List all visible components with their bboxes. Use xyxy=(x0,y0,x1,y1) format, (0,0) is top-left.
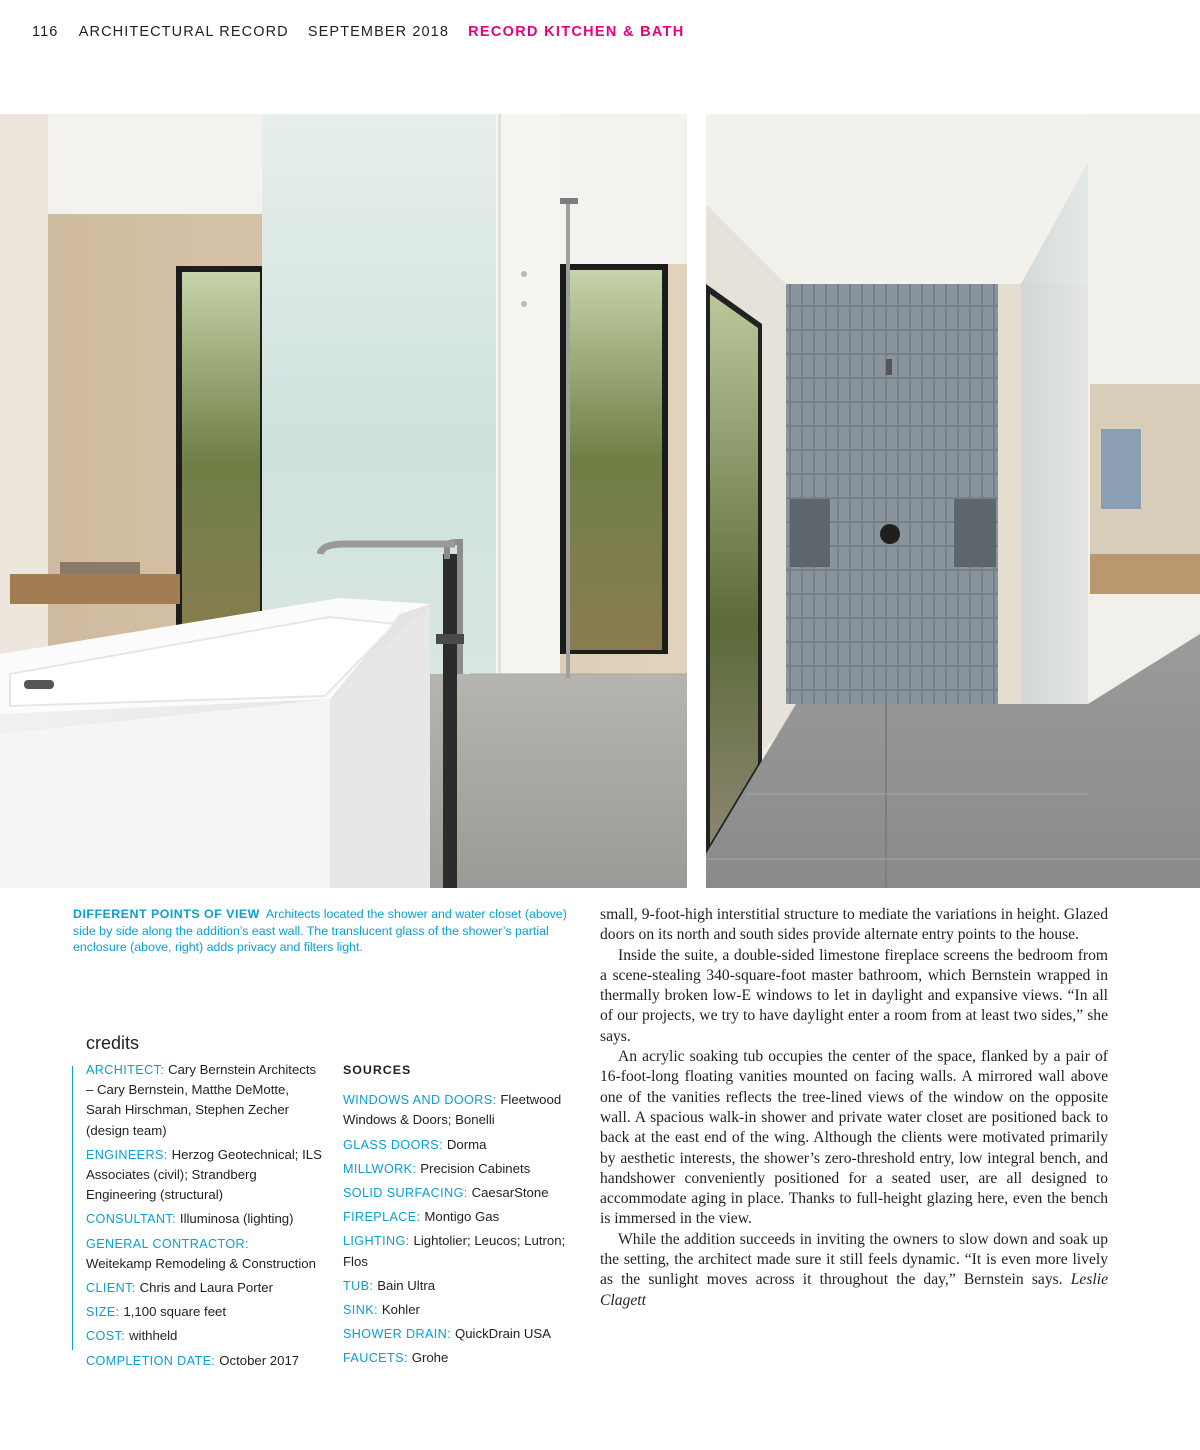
sources-list xyxy=(343,1060,593,1373)
article-paragraph-last xyxy=(600,1230,1108,1311)
credit-architect: ARCHITECT: Cary Bernstein Architects – Cary Bernstein, Matthe DeMotte, Sarah Hirschman, Stephen Zecher (design team) xyxy=(86,1062,317,1138)
sources-title: SOURCES xyxy=(343,1063,412,1077)
walk-in-shower-photo xyxy=(706,114,1200,888)
credit-cost: COST: withheld xyxy=(86,1328,178,1344)
article-paragraph: An acrylic soaking tub occupies the center of the space, flanked by a pair of 16-foot-long floating vanities mounted on facing walls. A mirrored wall above one of the vanities reflects the tree-lined views of the window on the opposite wall. A spacious walk-in shower and private water closet are positioned back to back at the east end of the wing. Although the clients were motivated primarily by aesthetic interests, the shower’s zero-threshold entry, low integral bench, and handshower conveniently positioned for a seated user, are all designed to accommodate aging in place. Thanks to full-height glazing here, even the bench is immersed in the view. xyxy=(600,1048,1108,1228)
article-paragraph-text: While the addition succeeds in inviting the owners to slow down and soak up the setting, the architect made sure it still feels dynamic. “It is even more lively as the sunlight moves across it throughout the day,” Bernstein says. xyxy=(600,1230,1108,1289)
caption-text: Architects located the shower and water closet (above) side by side along the addition’s east wall. The translucent glass of the shower’s partial enclosure (above, right) adds privacy and filters light. xyxy=(73,907,567,954)
page-number: 116 xyxy=(32,24,59,40)
article-paragraph: Inside the suite, a double-sided limestone fireplace screens the bedroom from a scene-stealing 340-square-foot master bathroom, which Bernstein wrapped in thermally broken low-E windows to let in daylight and expansive views. “In all of our projects, we try to have daylight enter a room from at least two sides,” she says. xyxy=(600,946,1108,1045)
source-windows-doors: WINDOWS AND DOORS: Fleetwood Windows & Doors; Bonelli xyxy=(343,1092,562,1128)
source-shower-drain: SHOWER DRAIN: QuickDrain USA xyxy=(343,1326,551,1342)
source-solid-surfacing: SOLID SURFACING: CaesarStone xyxy=(343,1185,549,1201)
source-glass-doors: GLASS DOORS: Dorma xyxy=(343,1136,487,1152)
credit-size: SIZE: 1,100 square feet xyxy=(86,1304,227,1320)
source-faucets: FAUCETS: Grohe xyxy=(343,1350,449,1366)
bathroom-tub-photo xyxy=(0,114,687,888)
source-lighting: LIGHTING: Lightolier; Leucos; Lutron; Flos xyxy=(343,1233,566,1269)
section-title: RECORD KITCHEN & BATH xyxy=(468,24,685,40)
photo-caption xyxy=(73,906,581,956)
credits-divider xyxy=(72,1066,73,1350)
publication-name: ARCHITECTURAL RECORD xyxy=(78,24,289,40)
credit-consultant: CONSULTANT: Illuminosa (lighting) xyxy=(86,1211,294,1227)
credits-title: credits xyxy=(86,1033,140,1053)
article-body xyxy=(600,905,1108,1311)
credit-general-contractor: GENERAL CONTRACTOR: Weitekamp Remodeling & Construction xyxy=(86,1236,316,1271)
issue-date: SEPTEMBER 2018 xyxy=(307,24,450,40)
article-paragraph: small, 9-foot-high interstitial structure to mediate the variations in height. Glazed doors on its north and south sides provide alternate entry points to the house. xyxy=(600,906,1108,944)
credit-client: CLIENT: Chris and Laura Porter xyxy=(86,1280,274,1296)
author-byline: Leslie Clagett xyxy=(600,1271,1108,1309)
source-sink: SINK: Kohler xyxy=(343,1302,420,1318)
source-tub: TUB: Bain Ultra xyxy=(343,1277,436,1293)
source-fireplace: FIREPLACE: Montigo Gas xyxy=(343,1209,500,1225)
credit-completion-date: COMPLETION DATE: October 2017 xyxy=(86,1352,300,1368)
caption-lead: DIFFERENT POINTS OF VIEW xyxy=(73,907,260,921)
page-header xyxy=(32,24,699,40)
credits-list xyxy=(86,1060,326,1375)
source-millwork: MILLWORK: Precision Cabinets xyxy=(343,1160,531,1176)
credit-engineers: ENGINEERS: Herzog Geotechnical; ILS Associates (civil); Strandberg Engineering (structural) xyxy=(86,1146,322,1203)
